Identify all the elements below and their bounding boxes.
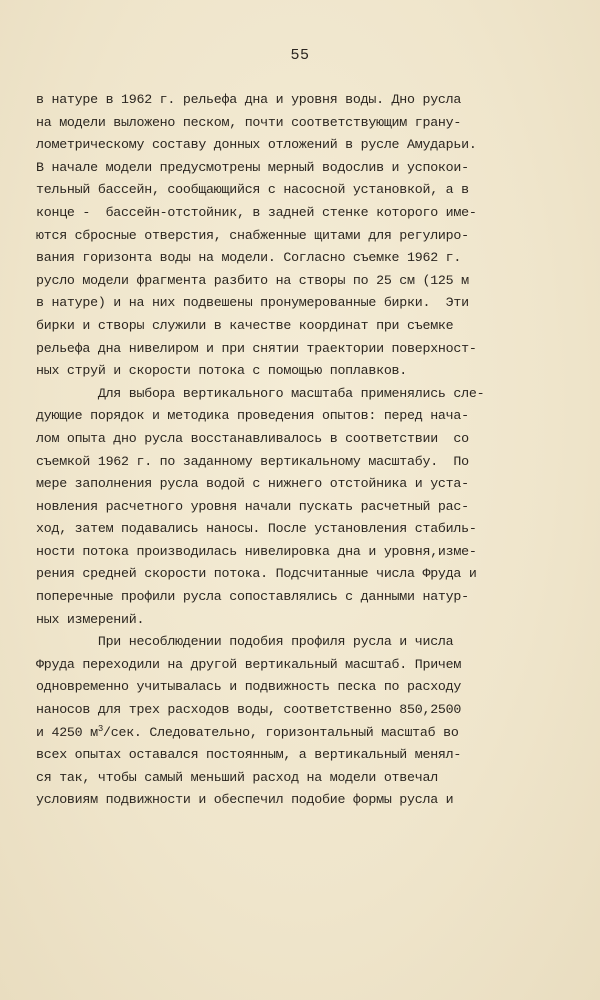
text-line: новления расчетного уровня начали пускать расчетный рас- [36,498,469,514]
text-line: ход, затем подавались наносы. После установления стабиль- [36,521,477,537]
text-line: мере заполнения русла водой с нижнего отстойника и уста- [36,476,469,492]
text-line: При несоблюдении подобия профиля русла и числа [36,634,454,650]
text-line: условиям подвижности и обеспечил подобие формы русла и [36,792,454,808]
text-line: наносов для трех расходов воды, соответственно 850,2500 [36,702,462,718]
text-line: рельефа дна нивелиром и при снятии траектории поверхност- [36,340,477,356]
text-line: всех опытах оставался постоянным, а вертикальный менял- [36,747,462,763]
text-line: тельный бассейн, сообщающийся с насосной установкой, а в [36,182,469,198]
text-line: бирки и створы служили в качестве координат при съемке [36,317,454,333]
text-line: ются сбросные отверстия, снабженные щитами для регулиро- [36,227,469,243]
text-line: поперечные профили русла сопоставлялись с данными натур- [36,589,469,605]
page-number: 55 [290,47,310,64]
text-line: Для выбора вертикального масштаба применялись сле- [36,385,485,401]
text-line: конце - бассейн-отстойник, в задней стенке которого име- [36,204,477,220]
units-superscript: 3 [97,723,103,734]
body-text [36,89,576,812]
text-line: ных струй и скорости потока с помощью поплавков. [36,363,408,379]
text-line: съемкой 1962 г. по заданному вертикальному масштабу. По [36,453,469,469]
text-line: русло модели фрагмента разбито на створы по 25 см (125 м [36,272,469,288]
units-text-before: и 4250 м [36,724,98,740]
text-line: лом опыта дно русла восстанавливалось в соответствии со [36,430,469,446]
text-line: одновременно учитывалась и подвижность песка по расходу [36,679,462,695]
text-line: ных измерений. [36,611,145,627]
text-line: в натуре в 1962 г. рельефа дна и уровня воды. Дно русла [36,92,462,107]
text-line: на модели выложено песком, почти соответствующим грану- [36,114,462,130]
text-line: дующие порядок и методика проведения опытов: перед нача- [36,408,469,424]
text-line: вания горизонта воды на модели. Согласно съемке 1962 г. [36,250,462,266]
text-line: лометрическому составу донных отложений в русле Амударьи. [36,137,477,153]
units-text-after: /сек. Следовательно, горизонтальный масштаб во [103,724,459,740]
text-line-units [36,722,576,745]
text-line: ности потока производилась нивелировка дна и уровня,изме- [36,543,477,559]
text-line: Фруда переходили на другой вертикальный масштаб. Причем [36,656,462,672]
text-line: в натуре) и на них подвешены пронумерованные бирки. Эти [36,295,469,311]
text-line: рения средней скорости потока. Подсчитанные числа Фруда и [36,566,477,582]
text-line: В начале модели предусмотрены мерный водослив и успокои- [36,159,469,175]
text-line: ся так, чтобы самый меньший расход на модели отвечал [36,769,438,785]
